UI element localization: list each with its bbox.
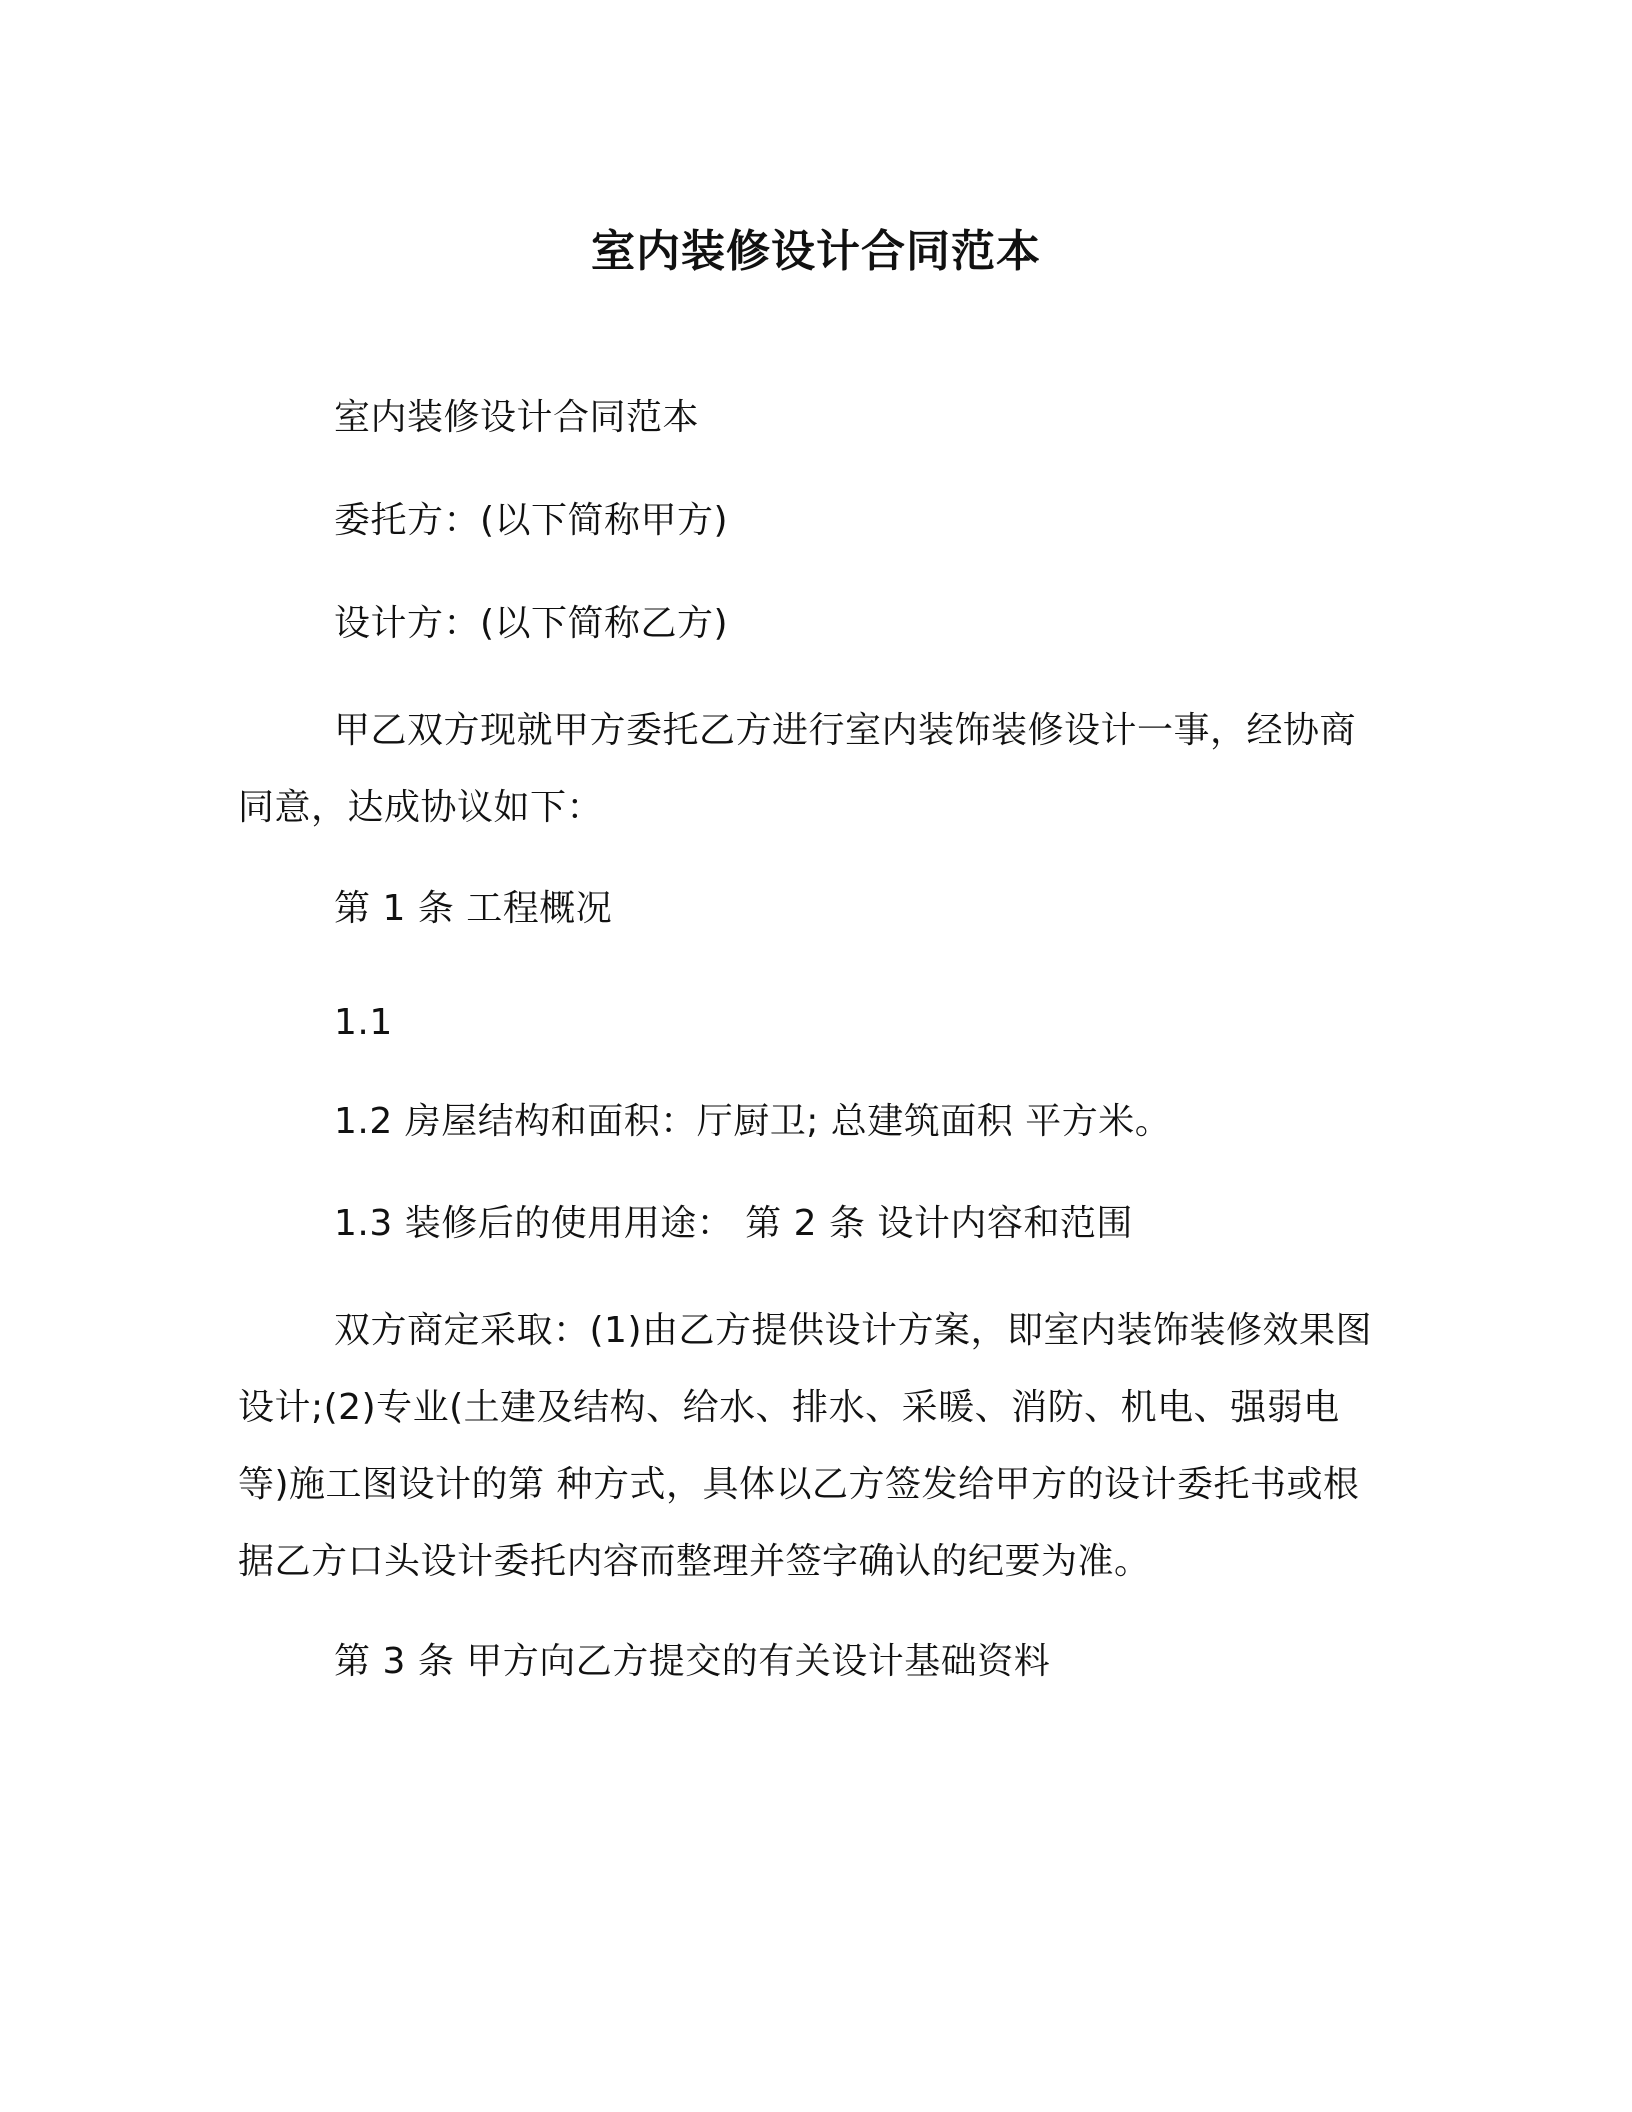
article-3-heading: 第 3 条 甲方向乙方提交的有关设计基础资料 bbox=[334, 1641, 1051, 1682]
designer-paragraph: 设计方：(以下简称乙方) bbox=[334, 603, 729, 644]
heading-repeat-paragraph: 室内装修设计合同范本 bbox=[334, 397, 700, 438]
item-1-1: 1.1 bbox=[334, 1002, 393, 1043]
intro-paragraph: 甲乙双方现就甲方委托乙方进行室内装饰装修设计一事，经协商同意，达成协议如下： bbox=[238, 710, 1357, 828]
scope-paragraph: 双方商定采取：(1)由乙方提供设计方案，即室内装饰装修效果图设计;(2)专业(土建及结构、给水、排水、采暖、消防、机电、强弱电等)施工图设计的第 种方式，具体以乙方签发给甲方的设计委托书或根据乙方口头设计委托内容而整理并签字确认的纪要为准。 bbox=[238, 1310, 1372, 1582]
client-paragraph: 委托方：(以下简称甲方) bbox=[334, 500, 729, 541]
article-1-heading: 第 1 条 工程概况 bbox=[334, 888, 613, 929]
document-title: 室内装修设计合同范本 bbox=[591, 226, 1041, 277]
item-1-2: 1.2 房屋结构和面积：厅厨卫; 总建筑面积 平方米。 bbox=[334, 1101, 1172, 1142]
item-1-3: 1.3 装修后的使用用途： 第 2 条 设计内容和范围 bbox=[334, 1203, 1133, 1244]
